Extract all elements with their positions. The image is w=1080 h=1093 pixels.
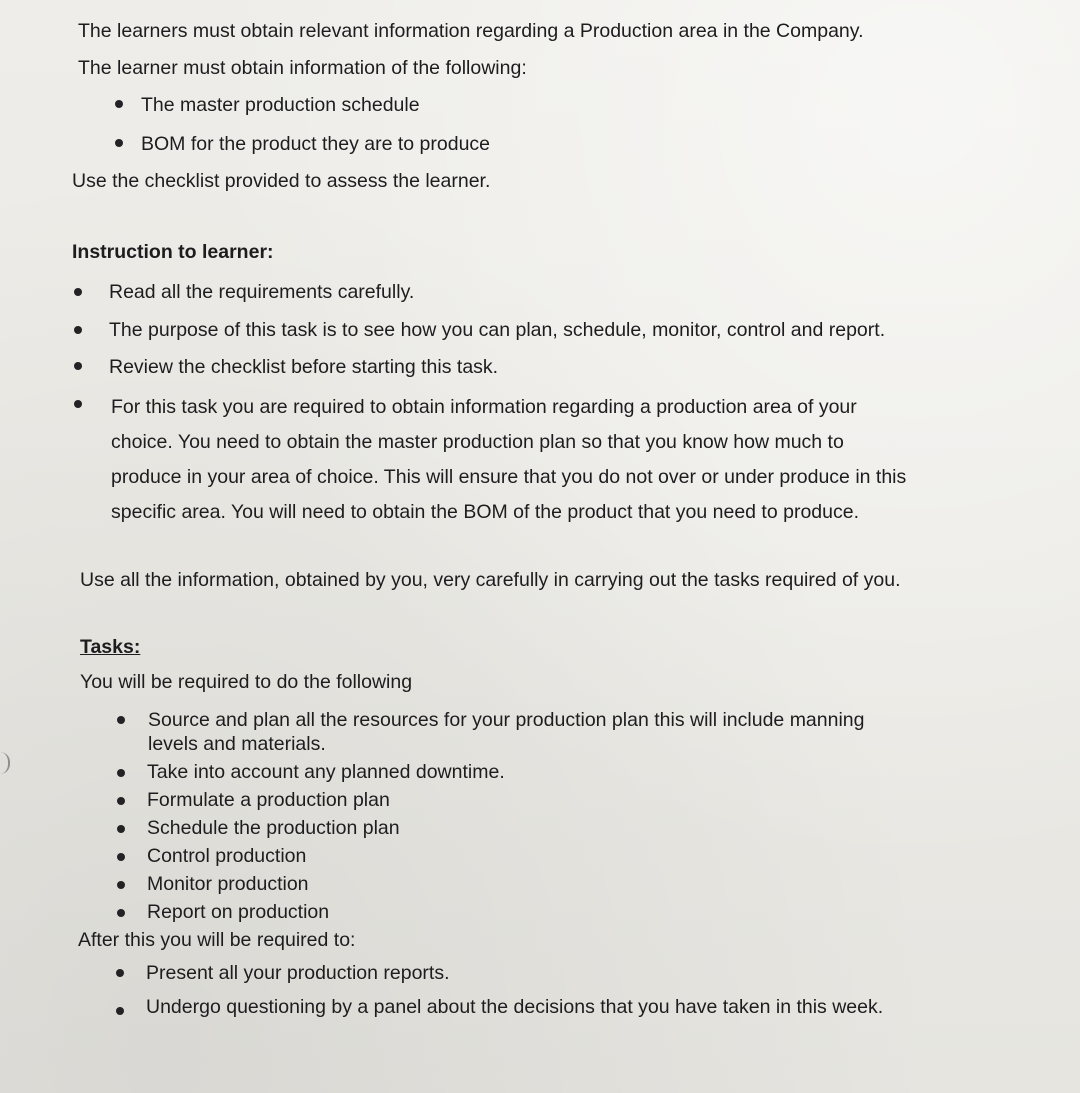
checklist-line: Use the checklist provided to assess the learner. bbox=[72, 170, 491, 192]
instruction-heading: Instruction to learner: bbox=[72, 241, 274, 263]
bullet-dot bbox=[117, 797, 125, 805]
tasks-heading: Tasks: bbox=[80, 636, 141, 658]
bullet-dot bbox=[116, 1007, 124, 1015]
intro-bullet-2: BOM for the product they are to produce bbox=[141, 133, 491, 155]
bullet-dot bbox=[74, 288, 82, 296]
task-bullet-3: Formulate a production plan bbox=[147, 789, 390, 811]
instruction-long-line-1: For this task you are required to obtain information regarding a production area of your bbox=[111, 396, 857, 418]
intro-line-1: The learners must obtain relevant information regarding a Production area in the Company. bbox=[78, 20, 864, 42]
task-bullet-1-line-2: levels and materials. bbox=[148, 733, 326, 755]
after-bullet-1: Present all your production reports. bbox=[146, 962, 450, 984]
task-bullet-5: Control production bbox=[147, 845, 307, 867]
instruction-long-line-4: specific area. You will need to obtain the BOM of the product that you need to produce. bbox=[111, 501, 859, 523]
after-line: After this you will be required to: bbox=[78, 929, 356, 951]
instruction-bullet-2: The purpose of this task is to see how you can plan, schedule, monitor, control and report. bbox=[109, 319, 886, 341]
instruction-long-line-2: choice. You need to obtain the master production plan so that you know how much to bbox=[111, 431, 844, 453]
bullet-dot bbox=[117, 909, 125, 917]
bullet-dot bbox=[117, 716, 125, 724]
task-bullet-7: Report on production bbox=[147, 901, 330, 923]
bullet-dot bbox=[116, 969, 124, 977]
task-bullet-2: Take into account any planned downtime. bbox=[147, 761, 505, 783]
bullet-dot bbox=[74, 400, 82, 408]
page-edge-mark bbox=[0, 752, 10, 774]
bullet-dot bbox=[74, 362, 82, 370]
task-bullet-1-line-1: Source and plan all the resources for your production plan this will include manning bbox=[148, 709, 865, 731]
bullet-dot bbox=[117, 825, 125, 833]
task-bullet-6: Monitor production bbox=[147, 873, 309, 895]
task-bullet-4: Schedule the production plan bbox=[147, 817, 400, 839]
use-all-info-line: Use all the information, obtained by you, very carefully in carrying out the tasks required of you. bbox=[80, 569, 901, 591]
intro-bullet-1: The master production schedule bbox=[141, 94, 420, 116]
instruction-bullet-1: Read all the requirements carefully. bbox=[109, 281, 415, 303]
bullet-dot bbox=[74, 326, 82, 334]
bullet-dot bbox=[115, 139, 123, 147]
instruction-bullet-3: Review the checklist before starting this task. bbox=[109, 356, 499, 378]
instruction-long-line-3: produce in your area of choice. This will ensure that you do not over or under produce in this bbox=[111, 466, 907, 488]
bullet-dot bbox=[117, 769, 125, 777]
after-bullet-2: Undergo questioning by a panel about the decisions that you have taken in this week. bbox=[146, 996, 884, 1018]
tasks-intro: You will be required to do the following bbox=[80, 671, 413, 693]
bullet-dot bbox=[117, 853, 125, 861]
bullet-dot bbox=[117, 881, 125, 889]
intro-line-2: The learner must obtain information of the following: bbox=[78, 57, 527, 79]
bullet-dot bbox=[115, 100, 123, 108]
